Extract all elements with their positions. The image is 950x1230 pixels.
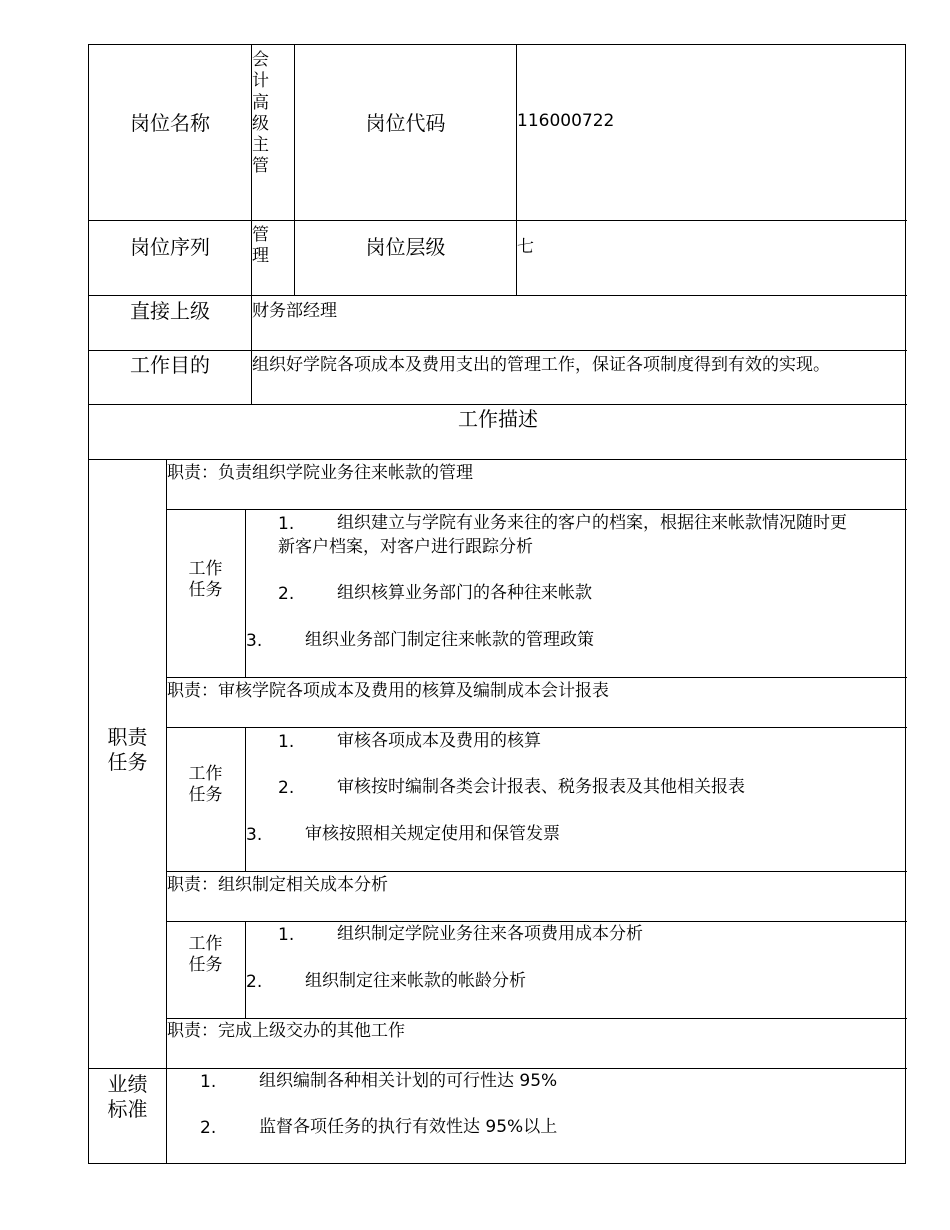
post-series-value: 管理 bbox=[252, 225, 269, 267]
task-text: 审核按照相关规定使用和保管发票 bbox=[305, 824, 560, 844]
task-text: 组织制定学院业务往来各项费用成本分析 bbox=[337, 924, 643, 944]
task-label bbox=[166, 559, 245, 602]
task-text: 组织业务部门制定往来帐款的管理政策 bbox=[305, 630, 594, 650]
task-number: 1. bbox=[278, 732, 295, 752]
task-label-text: 工作任务 bbox=[188, 764, 223, 806]
purpose-label: 工作目的 bbox=[130, 353, 210, 377]
task-text: 组织制定往来帐款的帐龄分析 bbox=[305, 971, 526, 991]
duty-title: 职责：负责组织学院业务往来帐款的管理 bbox=[167, 463, 473, 483]
post-name-label: 岗位名称 bbox=[130, 111, 210, 135]
row-divider bbox=[89, 459, 907, 460]
task-number: 2. bbox=[278, 778, 295, 798]
row-divider bbox=[89, 220, 907, 221]
task-text-continued: 新客户档案，对客户进行跟踪分析 bbox=[278, 537, 533, 557]
performance-label bbox=[89, 1072, 166, 1122]
row-divider bbox=[166, 509, 907, 510]
task-text: 组织建立与学院有业务来往的客户的档案，根据往来帐款情况随时更 bbox=[337, 513, 847, 533]
description-title: 工作描述 bbox=[458, 407, 538, 431]
superior-value: 财务部经理 bbox=[252, 301, 337, 321]
col-divider bbox=[245, 921, 246, 1018]
task-number: 3. bbox=[246, 825, 263, 845]
task-text: 组织核算业务部门的各种往来帐款 bbox=[337, 583, 592, 603]
duties-label-text: 职责任务 bbox=[107, 725, 148, 774]
post-series-label: 岗位序列 bbox=[130, 235, 210, 259]
task-label bbox=[166, 764, 245, 807]
task-number: 2. bbox=[278, 584, 295, 604]
row-divider bbox=[166, 921, 907, 922]
post-code-label: 岗位代码 bbox=[365, 111, 446, 135]
job-description-table bbox=[88, 44, 906, 1164]
performance-text: 组织编制各种相关计划的可行性达 95% bbox=[259, 1071, 558, 1091]
task-number: 3. bbox=[246, 631, 263, 651]
row-divider bbox=[166, 1018, 907, 1019]
task-label-text: 工作任务 bbox=[188, 934, 223, 976]
performance-number: 1. bbox=[200, 1072, 217, 1092]
performance-text: 监督各项任务的执行有效性达 95%以上 bbox=[259, 1117, 558, 1137]
task-label bbox=[166, 934, 245, 977]
task-label-text: 工作任务 bbox=[188, 559, 223, 601]
performance-label-text: 业绩标准 bbox=[107, 1072, 148, 1121]
task-text: 审核按时编制各类会计报表、税务报表及其他相关报表 bbox=[337, 777, 745, 797]
post-level-label: 岗位层级 bbox=[365, 235, 446, 259]
duty-title: 职责：完成上级交办的其他工作 bbox=[167, 1021, 405, 1041]
row-divider bbox=[166, 727, 907, 728]
col-divider bbox=[245, 727, 246, 871]
post-code-value: 116000722 bbox=[517, 111, 615, 131]
task-text: 审核各项成本及费用的核算 bbox=[337, 731, 541, 751]
performance-number: 2. bbox=[200, 1118, 217, 1138]
task-number: 2. bbox=[246, 972, 263, 992]
row-divider bbox=[89, 350, 907, 351]
post-name-value: 会计高级主管 bbox=[252, 50, 269, 177]
purpose-value: 组织好学院各项成本及费用支出的管理工作，保证各项制度得到有效的实现。 bbox=[252, 355, 830, 375]
duties-label bbox=[89, 725, 166, 775]
superior-label: 直接上级 bbox=[130, 299, 210, 323]
row-divider bbox=[166, 871, 907, 872]
row-divider bbox=[89, 1068, 907, 1069]
row-divider bbox=[89, 295, 907, 296]
task-number: 1. bbox=[278, 925, 295, 945]
duty-title: 职责：组织制定相关成本分析 bbox=[167, 875, 388, 895]
duty-title: 职责：审核学院各项成本及费用的核算及编制成本会计报表 bbox=[167, 681, 609, 701]
row-divider bbox=[89, 404, 907, 405]
post-level-value: 七 bbox=[517, 237, 534, 257]
row-divider bbox=[166, 677, 907, 678]
task-number: 1. bbox=[278, 514, 295, 534]
